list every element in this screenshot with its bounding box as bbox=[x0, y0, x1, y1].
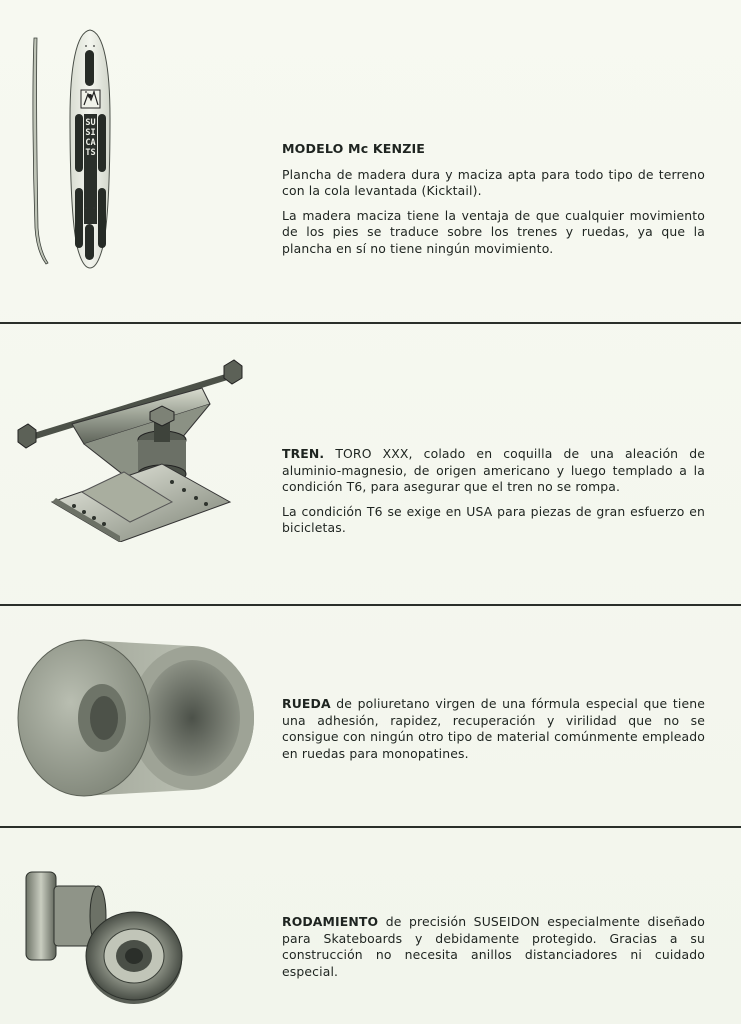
board-paragraph-1: Plancha de madera dura y maciza apta para todo tipo de terreno con la cola levantada (Kicktail). bbox=[282, 166, 705, 199]
skateboard-wheel-photo bbox=[12, 632, 262, 802]
section-bearing bbox=[0, 828, 741, 1024]
skateboard-truck-photo bbox=[12, 352, 244, 542]
section-truck bbox=[0, 324, 741, 604]
bearing-lead-text: de precisión SUSEIDON especialmente diseñado para Skateboards y debidamente protegido. Gracias a su construcción no necesita anillos distanciadores ni cuidado especial. bbox=[282, 914, 705, 979]
truck-paragraph-2: La condición T6 se exige en USA para piezas de gran esfuerzo en bicicletas. bbox=[282, 503, 705, 536]
board-heading: MODELO Mc KENZIE bbox=[282, 141, 426, 156]
truck-lead-text: TORO XXX, colado en coquilla de una aleación de aluminio-magnesio, de origen americano y luego templado a la condición T6, para asegurar que el tren no se rompa. bbox=[282, 446, 705, 495]
board-description bbox=[282, 141, 705, 266]
wheel-lead-text: de poliuretano virgen de una fórmula especial que tiene una adhesión, rapidez, recuperación y virilidad que no se consigue con ningún otro tipo de material comúnmente empleado en ruedas para monopatines. bbox=[282, 696, 705, 761]
section-board bbox=[0, 0, 741, 322]
wheel-description bbox=[282, 696, 705, 770]
skateboard-deck-photo bbox=[28, 28, 128, 273]
wheel-paragraph-1 bbox=[282, 696, 705, 762]
truck-lead: TREN. bbox=[282, 446, 325, 461]
wheel-lead: RUEDA bbox=[282, 696, 331, 711]
section-wheel bbox=[0, 606, 741, 826]
bearing-description bbox=[282, 914, 705, 988]
bearing-paragraph-1 bbox=[282, 914, 705, 980]
ball-bearing-photo bbox=[20, 866, 210, 1016]
deck-logo-label: SUSI CATS bbox=[85, 118, 96, 158]
truck-paragraph-1 bbox=[282, 446, 705, 496]
truck-description bbox=[282, 446, 705, 545]
board-paragraph-2: La madera maciza tiene la ventaja de que cualquier movimiento de los pies se traduce sobre los trenes y ruedas, ya que la plancha en sí no tiene ningún movimiento. bbox=[282, 207, 705, 256]
bearing-lead: RODAMIENTO bbox=[282, 914, 379, 929]
